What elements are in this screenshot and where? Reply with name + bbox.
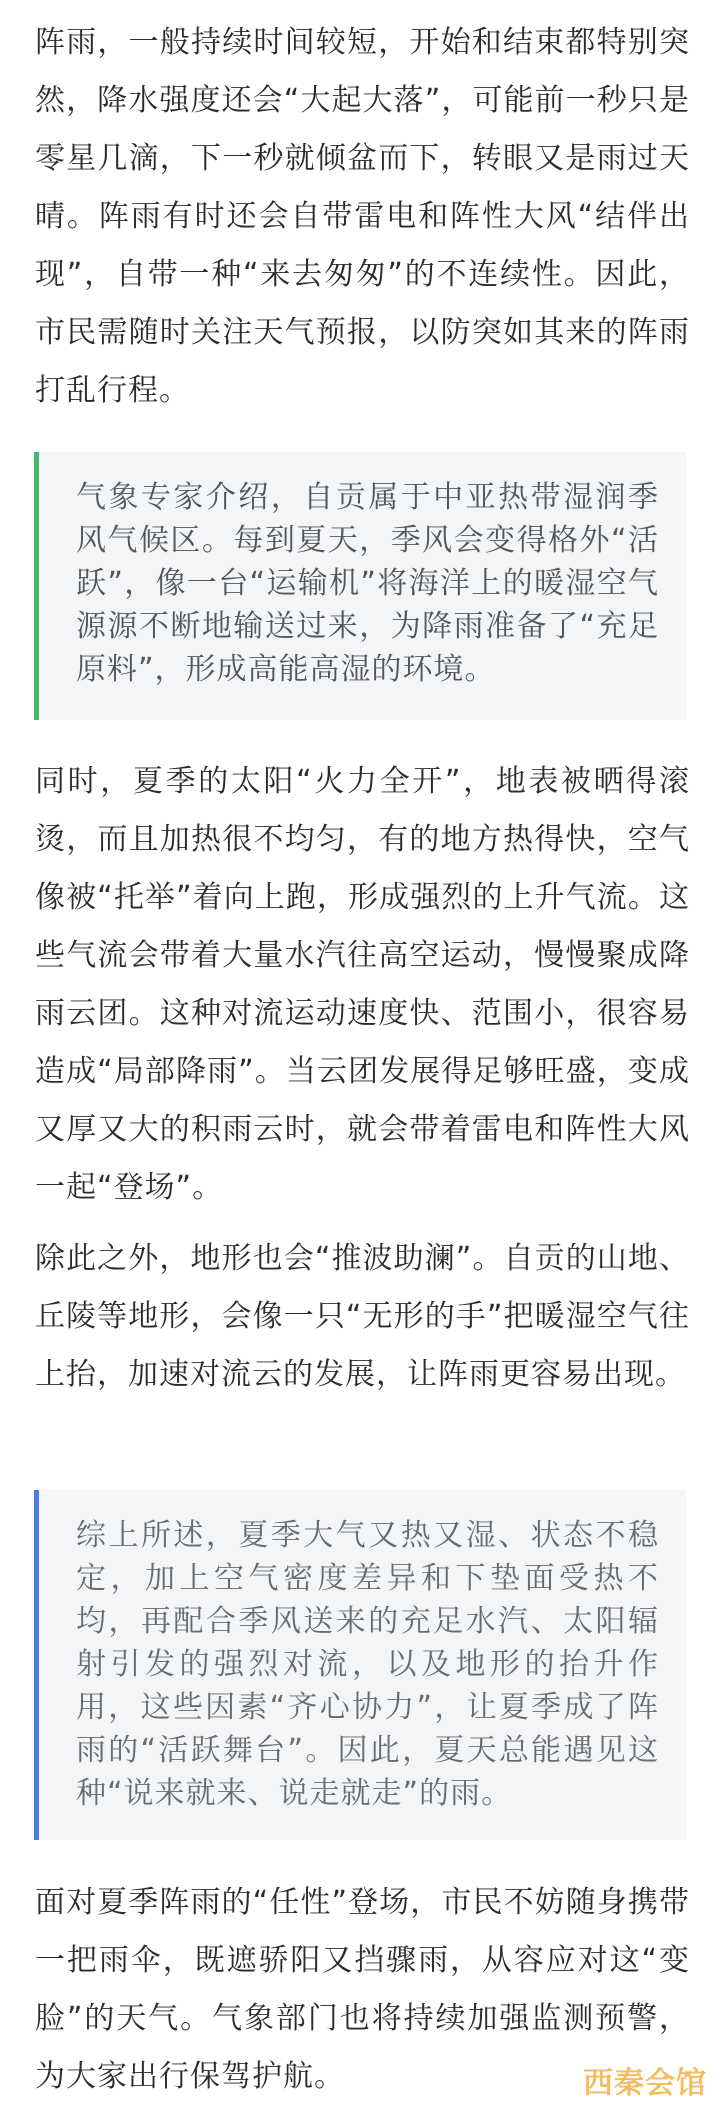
paragraph-advice: 面对夏季阵雨的“任性”登场，市民不妨随身携带一把雨伞，既遮骄阳又挡骤雨，从容应对这“变脸”的天气。气象部门也将持续加强监测预警，为大家出行保驾护航。 (35, 1885, 690, 2094)
blockquote-summary-text: 综上所述，夏季大气又热又湿、状态不稳定，加上空气密度差异和下垫面受热不均，再配合季风送来的充足水汽、太阳辐射引发的强烈对流，以及地形的抬升作用，这些因素“齐心协力”，让夏季成了阵雨的“活跃舞台”。因此，夏天总能遇见这种“说来就来、说走就走”的雨。 (76, 1518, 659, 1811)
watermark-logo: 西秦会馆 (583, 2066, 707, 2101)
blockquote-summary (34, 1490, 686, 1840)
blockquote-climate-text: 气象专家介绍，自贡属于中亚热带湿润季风气候区。每到夏天，季风会变得格外“活跃”，像一台“运输机”将海洋上的暖湿空气源源不断地输送过来，为降雨准备了“充足原料”，形成高能高湿的环境。 (76, 480, 659, 687)
paragraph-intro: 阵雨，一般持续时间较短，开始和结束都特别突然，降水强度还会“大起大落”，可能前一秒只是零星几滴，下一秒就倾盆而下，转眼又是雨过天晴。阵雨有时还会自带雷电和阵性大风“结伴出现”，自带一种“来去匆匆”的不连续性。因此，市民需随时关注天气预报，以防突如其来的阵雨打乱行程。 (35, 25, 690, 408)
paragraph-convection: 同时，夏季的太阳“火力全开”，地表被晒得滚烫，而且加热很不均匀，有的地方热得快，空气像被“托举”着向上跑，形成强烈的上升气流。这些气流会带着大量水汽往高空运动，慢慢聚成降雨云团。这种对流运动速度快、范围小，很容易造成“局部降雨”。当云团发展得足够旺盛，变成又厚又大的积雨云时，就会带着雷电和阵性大风一起“登场”。 (35, 764, 690, 1205)
blockquote-climate (34, 452, 686, 720)
paragraph-terrain: 除此之外，地形也会“推波助澜”。自贡的山地、丘陵等地形，会像一只“无形的手”把暖湿空气往上抬，加速对流云的发展，让阵雨更容易出现。 (35, 1241, 690, 1392)
